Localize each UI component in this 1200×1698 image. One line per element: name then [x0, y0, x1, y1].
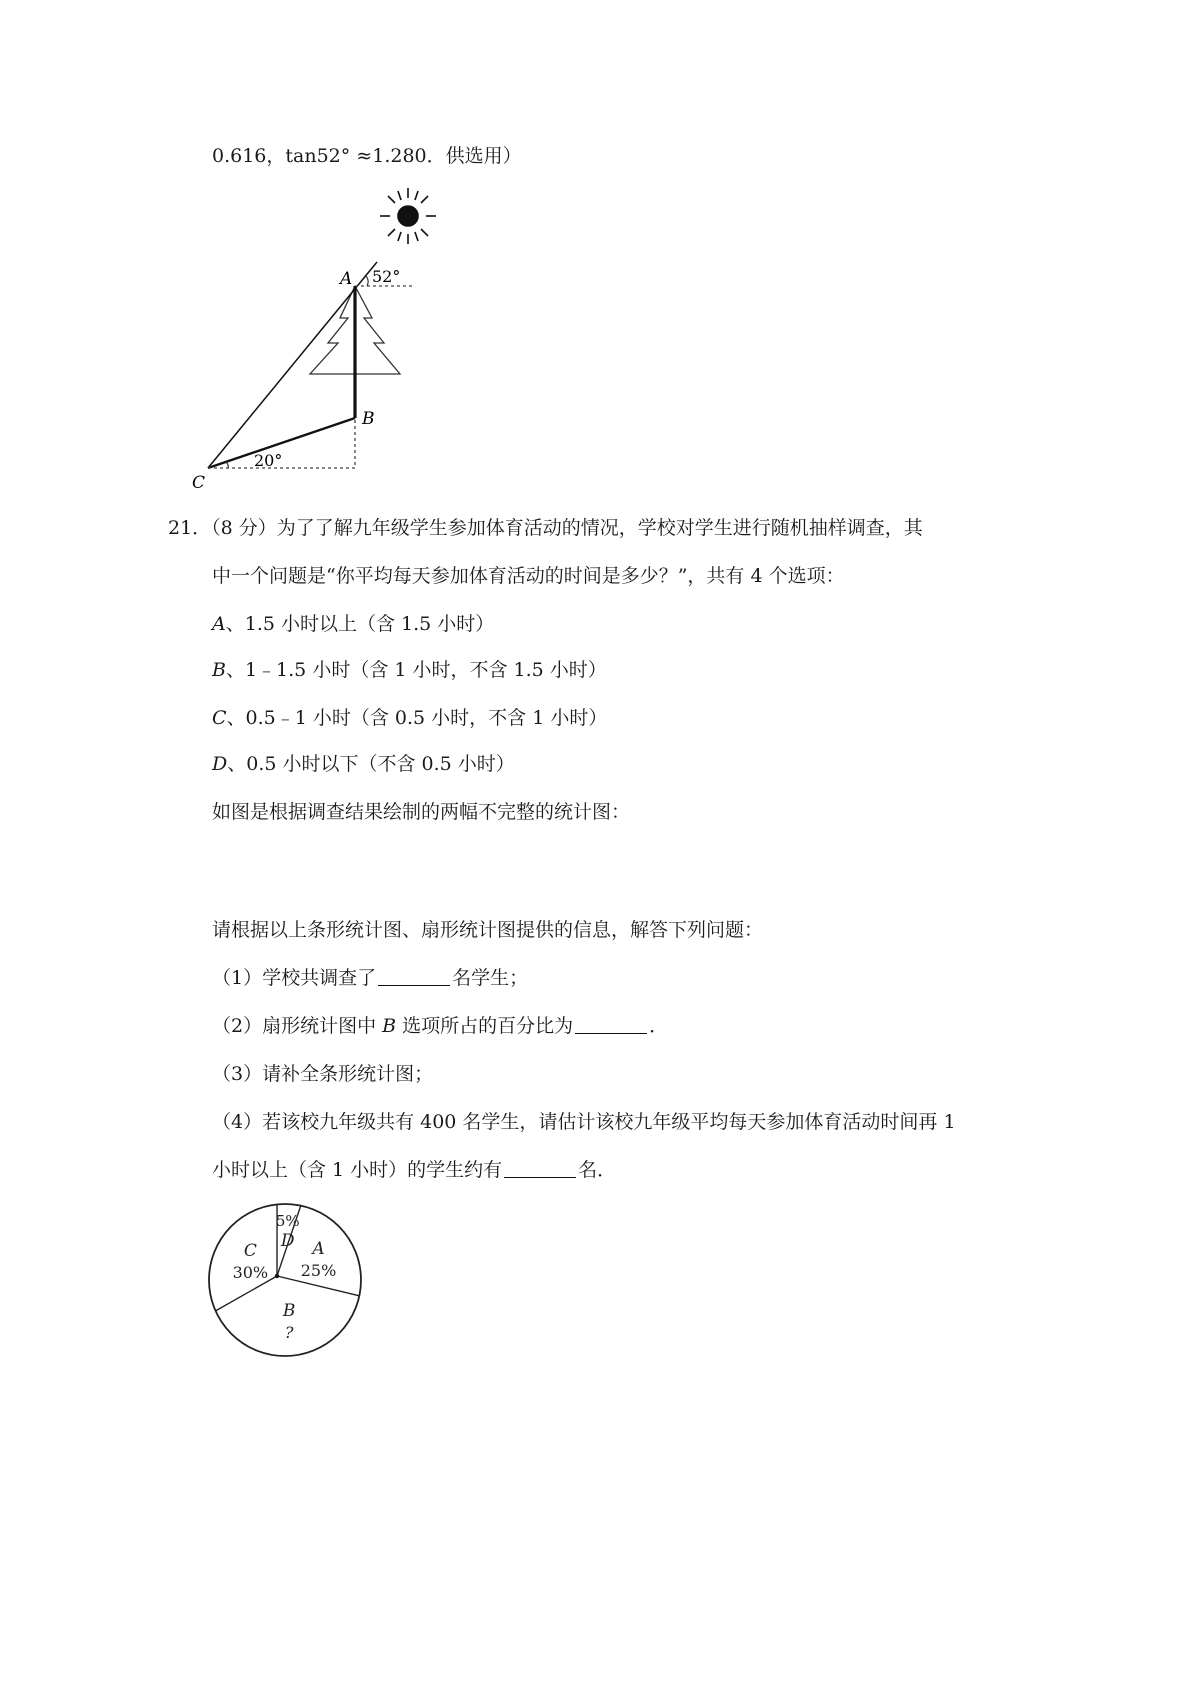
sun-icon — [380, 188, 436, 244]
label-A: A — [340, 269, 353, 289]
label-B: B — [362, 409, 375, 429]
q4-text-b: 名． — [578, 1159, 617, 1181]
tree-shadow-figure — [190, 178, 470, 498]
label-C: C — [192, 473, 206, 493]
option-A — [212, 610, 494, 638]
sub-question-2 — [212, 1012, 668, 1040]
formula-line: 0.616，tan52° ≈1.280．供选用） — [212, 145, 522, 167]
instruction: 请根据以上条形统计图、扇形统计图提供的信息，解答下列问题： — [212, 919, 764, 941]
option-letter: A — [212, 613, 226, 635]
q21-intro-line2: 中一个问题是“你平均每天参加体育活动的时间是多少？”，共有 4 个选项： — [212, 565, 845, 587]
option-text: 、0.5﹣1 小时（含 0.5 小时，不含 1 小时） — [226, 707, 608, 729]
sub-question-3: （3）请补全条形统计图； — [212, 1063, 434, 1085]
pie-center — [275, 1274, 279, 1278]
answer-blank-1[interactable] — [378, 965, 450, 986]
pie-chart — [205, 1200, 365, 1360]
q2-text-c: ． — [649, 1015, 669, 1037]
segment-AC — [208, 262, 377, 468]
q1-text-b: 名学生； — [452, 967, 529, 989]
option-letter: C — [212, 707, 227, 729]
sub-question-4-line1: （4）若该校九年级共有 400 名学生，请估计该校九年级平均每天参加体育活动时间再 1 — [212, 1111, 956, 1133]
option-letter: D — [212, 753, 228, 775]
pie-slice-label-C: C — [243, 1241, 257, 1261]
option-text: 、1﹣1.5 小时（含 1 小时，不含 1.5 小时） — [225, 659, 607, 681]
q2-variable: B — [382, 1015, 397, 1037]
pie-slice-value-B: ? — [284, 1322, 294, 1342]
angle-label-bottom: 20° — [254, 451, 283, 470]
pie-slice-value-D: 5% — [275, 1212, 300, 1231]
pie-slice-label-A: A — [312, 1239, 325, 1260]
answer-blank-2[interactable] — [575, 1013, 647, 1034]
option-B — [212, 656, 607, 684]
angle-label-top: 52° — [372, 267, 401, 286]
option-letter: B — [212, 659, 226, 681]
q2-text-a: （2）扇形统计图中 — [212, 1015, 383, 1037]
option-D — [212, 750, 515, 778]
pie-slice-label-B: B — [282, 1300, 296, 1321]
pie-slice-label-D: D — [280, 1231, 295, 1252]
answer-blank-4[interactable] — [504, 1157, 576, 1178]
sub-question-4-line2 — [212, 1156, 616, 1184]
q21-intro-line1: 21．（8 分）为了了解九年级学生参加体育活动的情况，学校对学生进行随机抽样调查，其 — [168, 517, 923, 539]
option-C — [212, 704, 607, 732]
q1-text-a: （1）学校共调查了 — [212, 967, 377, 989]
pie-slice-value-C: 30% — [232, 1263, 269, 1282]
q2-text-b: 选项所占的百分比为 — [396, 1015, 574, 1037]
chart-description: 如图是根据调查结果绘制的两幅不完整的统计图： — [212, 801, 631, 823]
option-text: 、1.5 小时以上（含 1.5 小时） — [225, 613, 495, 635]
q4-text-a: 小时以上（含 1 小时）的学生约有 — [212, 1159, 503, 1181]
sub-question-1 — [212, 964, 528, 992]
option-text: 、0.5 小时以下（不含 0.5 小时） — [227, 753, 515, 775]
pie-slice-value-A: 25% — [300, 1261, 337, 1281]
angle-arc-bottom — [226, 462, 228, 468]
